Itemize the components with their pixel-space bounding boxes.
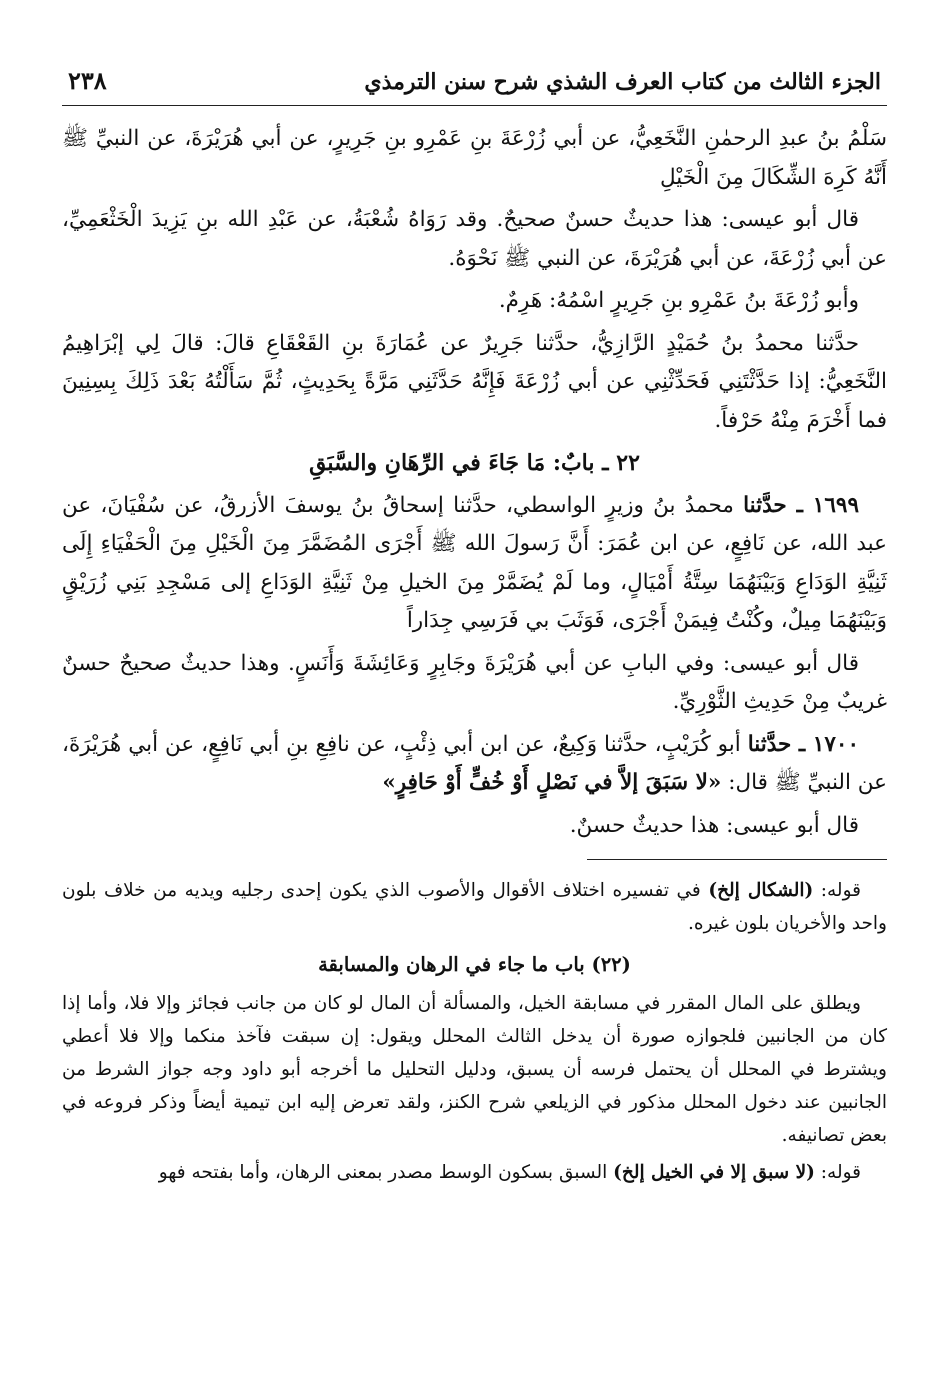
hadith-1699 (62, 487, 887, 641)
paragraph-4: حدَّثنا محمدُ بنُ حُمَيْدٍ الرَّازِيُّ، حدَّثنا جَرِيرٌ عن عُمَارَةَ بنِ القَعْقَاعِ قالَ: قالَ لِي إبْرَاهِيمُ النَّخَعِيُّ: إذا حَدَّثْتَنِي فَحَدِّثْنِي عن أبي زُرْعَةَ فَإِنَّهُ حَدَّثَنِي مَرَّةً بِحَدِيثٍ، ثُمَّ سَأَلْتُهُ بَعْدَ ذَلِكَ بِسِنِينَ فما أَخْرَمَ مِنْهُ حَرْفاً. (62, 330, 887, 433)
paragraph-2: قال أبو عيسى: هذا حديثٌ حسنٌ صحيحٌ. وقد رَوَاهُ شُعْبَةُ، عن عَبْدِ الله بنِ يَزِيدَ الْخَثْعَمِيِّ، عن أبي زُرْعَةَ، عن أبي هُرَيْرَةَ، عن النبي ﷺ نَحْوَهُ. (62, 207, 887, 271)
note-3-lead: قوله: (820, 1162, 861, 1183)
page-header (62, 66, 887, 106)
hadith-number-1700: ١٧٠٠ ـ حدَّثنا (747, 731, 859, 757)
running-title: الجزء الثالث من كتاب العرف الشذي شرح سنن الترمذي (364, 69, 881, 95)
footnote-divider (587, 859, 887, 860)
page-number: ٢٣٨ (68, 66, 107, 95)
note-1 (62, 874, 887, 940)
paragraph-6: قال أبو عيسى: هذا حديثٌ حسنٌ. (569, 812, 859, 838)
note-3 (62, 1156, 887, 1189)
chapter-heading: ٢٢ ـ بابٌ: مَا جَاءَ في الرِّهَانِ والسَّبَقِ (309, 450, 640, 476)
hadith-1700-text: أبو كُرَيْبٍ، حدَّثنا وَكِيعٌ، عن ابن أبي ذِئْبٍ، عن نافِعِ بنِ أبي نَافِعٍ، عن أبي هُرَيْرَةَ، عن النبيِّ ﷺ قال: (62, 731, 887, 795)
hadith-1699-text: محمدُ بنُ وزيرٍ الواسطي، حدَّثنا إسحاقُ بنُ يوسفَ الأزرقُ، عن سُفْيَانَ، عن عبد الله، عن نَافِعٍ، عن ابن عُمَرَ: أَنَّ رَسولَ الله ﷺ أَجْرَى المُضَمَّرَ مِنَ الْخَيْلِ مِنَ الْحَفْيَاءِ إِلَى ثَنِيَّةِ الوَدَاعِ وَبَيْنَهُمَا سِتَّةُ أَمْيَالٍ، وما لَمْ يُضَمَّرْ مِنَ الخيلِ مِنْ ثَنِيَّةِ الوَدَاعِ إلى مَسْجِدِ بَنِي زُرَيْقٍ وَبَيْنَهُمَا مِيلٌ، وكُنْتُ فِيمَنْ أَجْرَى، فَوَثَبَ بي فَرَسِي جِدَاراً (62, 492, 887, 633)
note-3-text: السبق بسكون الوسط مصدر بمعنى الرهان، وأما بفتحه فهو (158, 1162, 608, 1183)
commentary (62, 874, 887, 1189)
note-1-lead: قوله: (820, 880, 861, 901)
paragraph-5: قال أبو عيسى: وفي البابِ عن أبي هُرَيْرَةَ وجَابِرٍ وَعَائِشَةَ وَأَنَسٍ. وهذا حديثٌ صحيحٌ حسنٌ غريبٌ مِنْ حَدِيثِ الثَّوْرِيِّ. (62, 650, 887, 714)
hadith-1700 (62, 726, 887, 803)
main-text (62, 120, 887, 845)
note-1-text: في تفسيره اختلاف الأقوال والأصوب الذي يكون إحدى رجليه ويديه من خلاف بلون واحد والأخريان بلون غيره. (62, 880, 887, 934)
note-3-term: (لا سبق إلا في الخيل إلخ) (613, 1162, 815, 1183)
note-2: ويطلق على المال المقرر في مسابقة الخيل، والمسألة أن المال لو كان من جانب فجائز وإلا فلا، وأما إذا كان من الجانبين فلجوازه صورة أن يدخل الثالث المحلل ويقول: إن سبقت فآخذ منكما وإلا فلا أعطي ويشترط في المحلل أن يحتمل فرسه أن يسبق، ودليل التحليل ما أخرجه أبو داود وجه جواز الشرط من الجانبين عند دخول المحلل مذكور في الزيلعي شرح الكنز، ولقد تعرض إليه ابن تيمية أيضاً وذكر فروعه في بعض تصانيفه. (62, 993, 887, 1146)
hadith-1700-quote: «لا سَبَقَ إلاَّ في نَصْلٍ أَوْ خُفٍّ أَوْ حَافِرٍ» (382, 770, 722, 795)
note-1-term: (الشكال إلخ) (708, 880, 814, 901)
paragraph-3: وأبو زُرْعَةَ بنُ عَمْرِو بنِ جَرِيرٍ اسْمُهُ: هَرِمٌ. (498, 288, 859, 313)
commentary-heading: (٢٢) باب ما جاء في الرهان والمسابقة (318, 953, 631, 976)
paragraph-1: سَلْمُ بنُ عبدِ الرحمٰنِ النَّخَعِيُّ، عن أبي زُرْعَةَ بنِ عَمْرِو بنِ جَرِيرٍ، عن أبي هُرَيْرَةَ، عن النبيِّ ﷺ أَنَّهُ كَرِهَ الشِّكَالَ مِنَ الْخَيْلِ (62, 126, 887, 190)
hadith-number-1699: ١٦٩٩ ـ حدَّثنا (743, 492, 859, 518)
